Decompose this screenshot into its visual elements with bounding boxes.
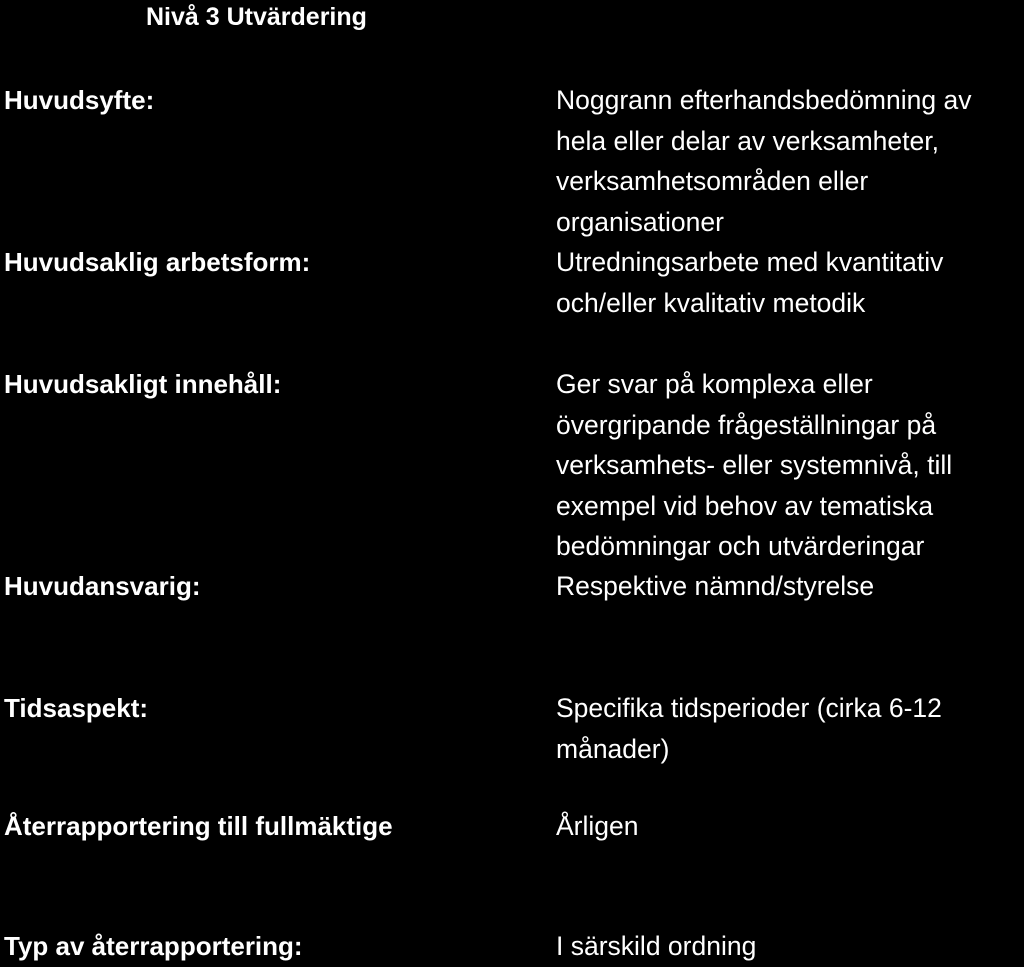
label-aterrapportering-till-fullmaktige: Återrapportering till fullmäktige [4, 811, 393, 841]
value-typ-av-aterrapportering: I särskild ordning [556, 931, 757, 961]
value-huvudsyfte: Noggrann efterhandsbedömning av hela eller delar av verksamheter, verksamhetsområden eller organisationer [556, 85, 972, 237]
value-tidsaspekt: Specifika tidsperioder (cirka 6-12 månader) [556, 693, 942, 764]
label-tidsaspekt: Tidsaspekt: [4, 693, 149, 723]
value-huvudsaklig-arbetsform: Utredningsarbete med kvantitativ och/eller kvalitativ metodik [556, 247, 944, 318]
value-aterrapportering-till-fullmaktige: Årligen [556, 811, 639, 841]
label-huvudsaklig-arbetsform: Huvudsaklig arbetsform: [4, 247, 311, 277]
label-huvudsakligt-innehall: Huvudsakligt innehåll: [4, 369, 282, 399]
document-title: Nivå 3 Utvärdering [146, 3, 367, 31]
label-typ-av-aterrapportering: Typ av återrapportering: [4, 931, 303, 961]
value-huvudsakligt-innehall: Ger svar på komplexa eller övergripande frågeställningar på verksamhets- eller systemnivå, till exempel vid behov av tematiska bedömningar och utvärderingar [556, 369, 953, 561]
label-huvudansvarig: Huvudansvarig: [4, 571, 201, 601]
value-huvudansvarig: Respektive nämnd/styrelse [556, 571, 875, 601]
label-huvudsyfte: Huvudsyfte: [4, 85, 155, 115]
